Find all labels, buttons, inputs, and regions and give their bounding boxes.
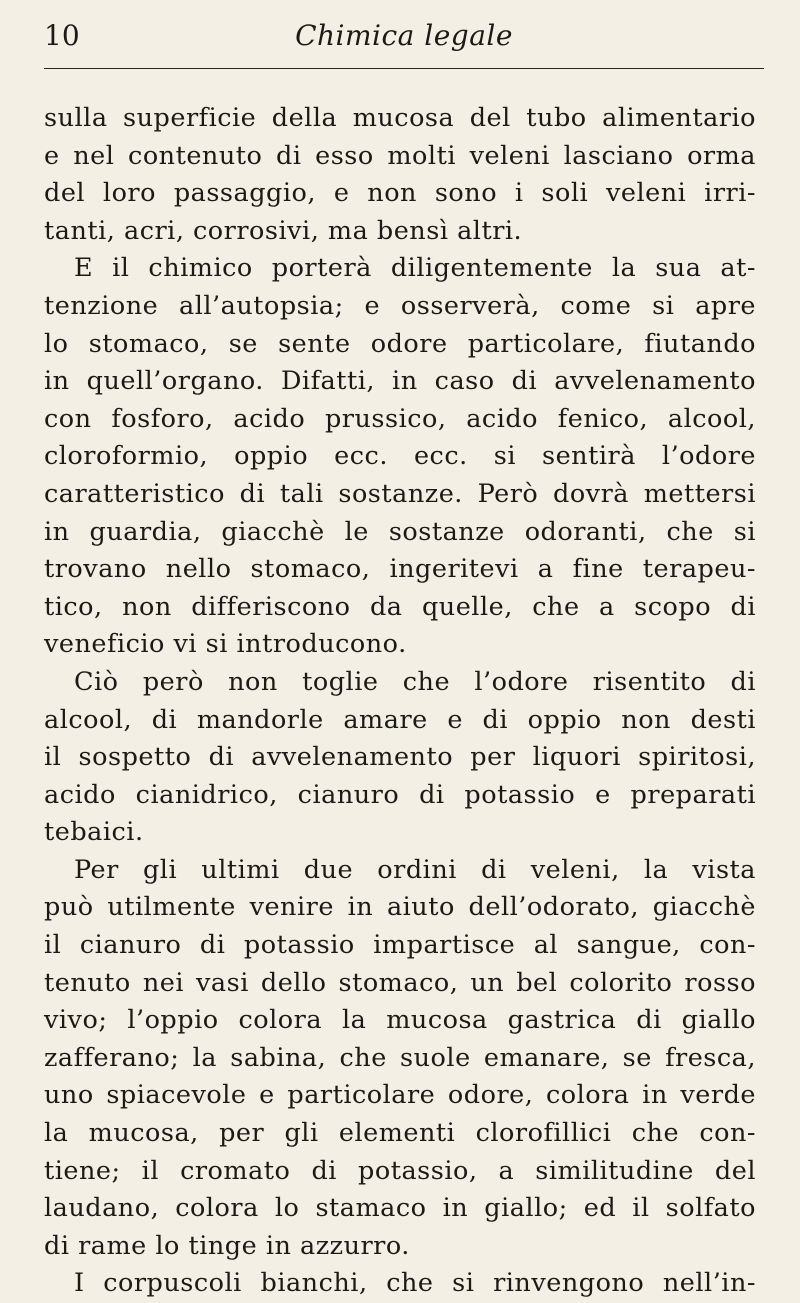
text-line: I corpuscoli bianchi, che si rinvengono nell’in- <box>74 1268 756 1299</box>
text-line: acido cianidrico, cianuro di potassio e preparati <box>44 779 756 810</box>
text-line: la mucosa, per gli elementi clorofillici che con- <box>44 1118 756 1149</box>
text-line: tico, non differiscono da quelle, che a scopo di <box>44 591 756 622</box>
text-line: alcool, di mandorle amare e di oppio non desti <box>44 704 756 735</box>
text-line: vivo; l’oppio colora la mucosa gastrica di giallo <box>44 1005 756 1036</box>
text-line: Ciò però non toglie che l’odore risentito di <box>74 666 756 697</box>
text-line: può utilmente venire in aiuto dell’odorato, giacchè <box>44 892 756 923</box>
text-line: il sospetto di avvelenamento per liquori spiritosi, <box>44 742 756 773</box>
page-number: 10 <box>44 19 80 52</box>
text-line: caratteristico di tali sostanze. Però dovrà mettersi <box>44 478 756 509</box>
text-line: tenuto nei vasi dello stomaco, un bel colorito rosso <box>44 967 756 998</box>
text-line: con fosforo, acido prussico, acido fenico, alcool, <box>44 403 756 434</box>
text-line: lo stomaco, se sente odore particolare, fiutando <box>44 328 756 359</box>
text-line: uno spiacevole e particolare odore, colora in verde <box>44 1080 756 1111</box>
header-rule <box>44 68 764 69</box>
text-line: sulla superficie della mucosa del tubo alimentario <box>44 103 756 133</box>
text-line: tanti, acri, corrosivi, ma bensì altri. <box>44 215 523 246</box>
text-line: in guardia, giacchè le sostanze odoranti, che si <box>44 516 756 547</box>
text-line: e nel contenuto di esso molti veleni lasciano orma <box>44 140 756 171</box>
text-line: veneficio vi si introducono. <box>44 629 407 660</box>
body-text <box>44 100 756 1303</box>
text-line: tenzione all’autopsia; e osserverà, come si apre <box>44 290 756 321</box>
page-header <box>44 18 764 54</box>
text-line: cloroformio, oppio ecc. ecc. si sentirà l’odore <box>44 441 756 472</box>
text-line: il cianuro di potassio impartisce al sangue, con- <box>44 930 756 961</box>
text-line: del loro passaggio, e non sono i soli veleni irri- <box>44 178 756 209</box>
text-line: trovano nello stomaco, ingeritevi a fine terapeu- <box>44 554 756 585</box>
running-title: Chimica legale <box>295 19 513 52</box>
text-line: in quell’organo. Difatti, in caso di avvelenamento <box>44 366 756 397</box>
text-line: zafferano; la sabina, che suole emanare, se fresca, <box>44 1042 756 1073</box>
text-line: Per gli ultimi due ordini di veleni, la vista <box>74 854 756 885</box>
text-line: tebaici. <box>44 817 144 848</box>
text-line: laudano, colora lo stamaco in giallo; ed il solfato <box>44 1193 756 1224</box>
text-line: E il chimico porterà diligentemente la sua at- <box>74 253 756 284</box>
text-line: di rame lo tinge in azzurro. <box>44 1230 410 1261</box>
text-line: tiene; il cromato di potassio, a similitudine del <box>44 1155 756 1186</box>
